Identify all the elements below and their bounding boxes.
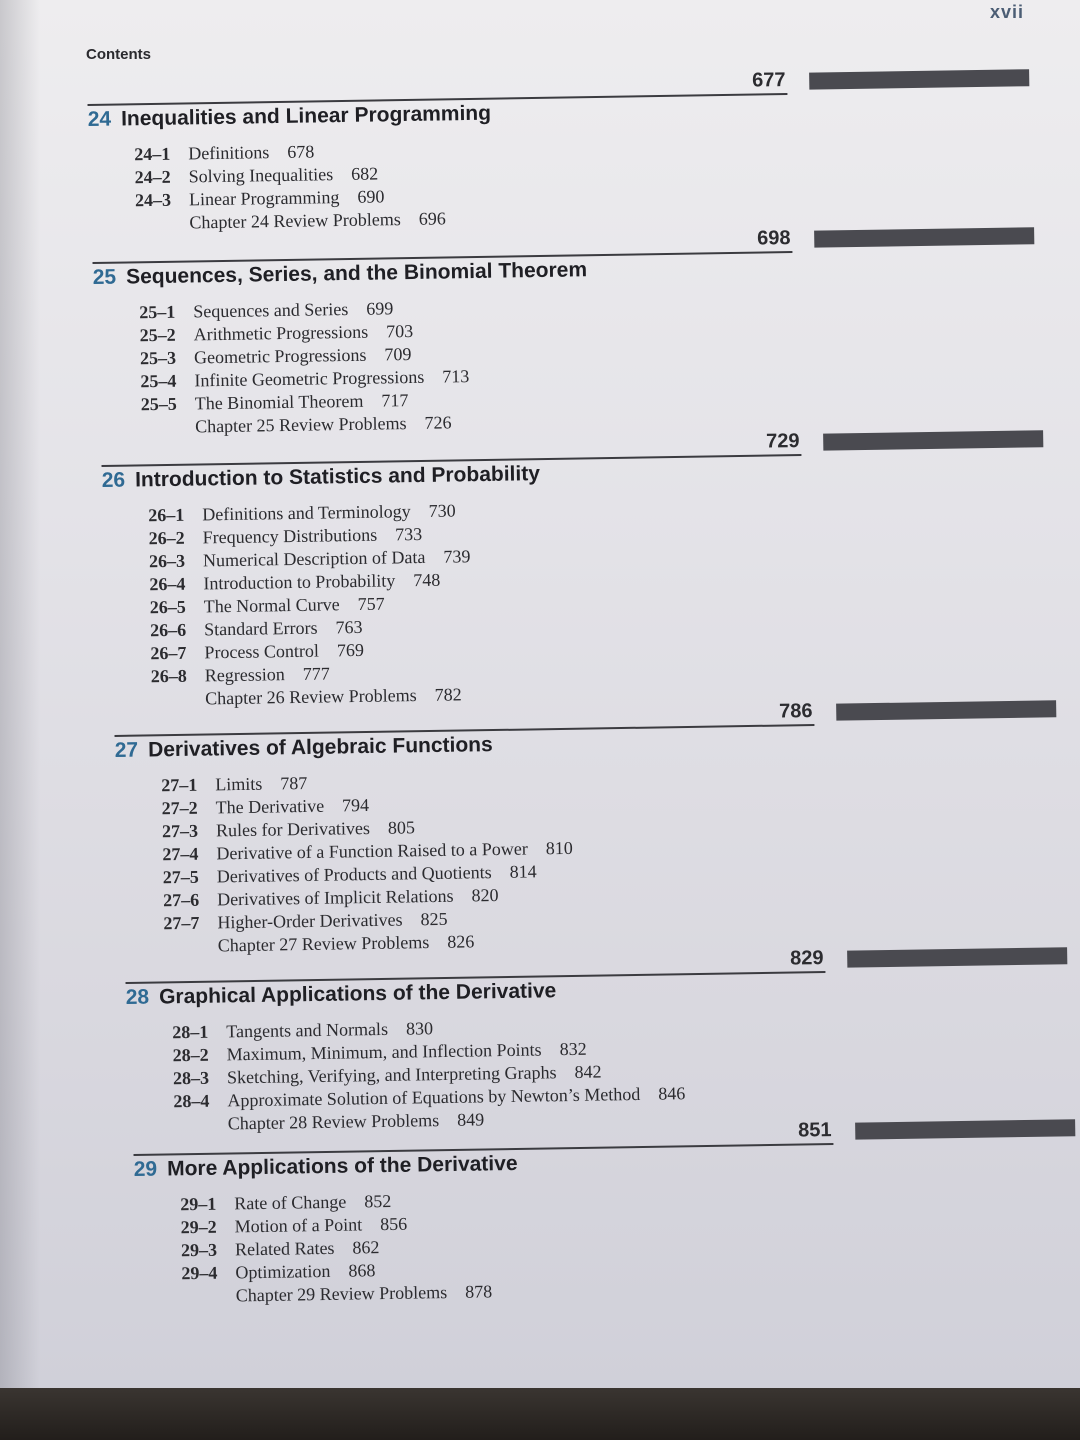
chapter-number: 28 [125,985,150,1009]
section-page: 690 [357,186,385,207]
section-page: 842 [574,1061,602,1082]
section-number: 28–2 [172,1044,209,1066]
chapter-title-text: Sequences, Series, and the Binomial Theorem [125,258,588,289]
section-page: 810 [545,837,573,859]
section-page: 825 [420,908,448,930]
chapter-24 [87,57,1047,233]
section-number: 27–1 [161,774,198,796]
section-page: 862 [352,1237,380,1258]
review-page: 826 [447,931,475,952]
section-number: 29–2 [180,1216,217,1238]
section-page: 769 [336,639,365,661]
section-number: 27–2 [161,797,198,819]
section-number: 26–8 [150,665,187,687]
chapter-title-text: More Applications of the Derivative [166,1151,518,1181]
section-number: 24–2 [134,166,171,188]
running-head: Contents [86,46,151,63]
section-page: 787 [280,772,308,794]
section-number: 25–5 [140,393,177,415]
section-page: 814 [509,861,537,882]
chapter-tab-bar [814,227,1034,247]
section-page: 733 [394,523,423,545]
section-title: Maximum, Minimum, and Inflection Points [226,1039,542,1065]
section-title: Sequences and Series [193,298,349,322]
review-page: 849 [457,1109,485,1130]
section-page: 757 [357,593,385,614]
section-title: Sketching, Verifying, and Interpreting Graphs [226,1062,557,1088]
chapter-title-text: Inequalities and Linear Programming [120,101,492,131]
review-title: Chapter 24 Review Problems [189,209,401,233]
chapter-page-number: 786 [779,700,813,723]
section-title: Frequency Distributions [202,524,378,548]
chapter-title-text: Derivatives of Algebraic Functions [147,733,493,762]
section-number: 26–7 [150,642,187,664]
section-list [134,138,446,235]
section-title: Process Control [204,640,320,663]
section-page: 717 [381,390,409,411]
chapter-page-number: 698 [757,227,791,250]
section-number: 27–6 [162,889,200,911]
chapter-tab-bar [823,430,1043,450]
section-number: 26–5 [149,596,186,618]
review-title: Chapter 28 Review Problems [227,1110,440,1134]
section-page: 678 [287,141,315,162]
chapter-number: 27 [114,738,139,762]
review-title: Chapter 25 Review Problems [194,413,407,437]
section-number: 27–7 [163,912,200,934]
chapter-title [93,258,588,290]
section-page: 739 [443,546,471,567]
review-page: 782 [434,684,462,705]
section-number: 29–4 [181,1262,218,1284]
section-title: Related Rates [234,1237,335,1260]
section-page: 763 [335,616,363,638]
review-title: Chapter 27 Review Problems [217,932,430,956]
chapter-title [102,462,541,493]
chapter-tab-bar [836,700,1056,720]
section-number: 25–2 [139,324,176,346]
section-page: 846 [658,1083,686,1104]
section-number: 26–6 [149,619,187,641]
section-title: Derivative of a Function Raised to a Power [216,838,528,864]
chapter-page-number: 677 [752,69,786,92]
section-page: 832 [559,1038,587,1060]
chapter-title [134,1152,518,1182]
section-title: Definitions [188,142,270,164]
section-title: The Derivative [215,795,325,818]
section-title: Geometric Progressions [193,344,367,368]
section-title: Definitions and Terminology [202,501,411,525]
table-edge [0,1388,1080,1440]
chapter-page-number: 729 [766,430,800,453]
page-shadow [0,0,40,1440]
chapter-page-number: 829 [790,947,824,970]
section-page: 709 [384,343,412,365]
section-number: 24–3 [134,189,172,211]
section-number: 25–3 [139,347,177,369]
chapter-title-text: Graphical Applications of the Derivative [158,979,557,1009]
section-title: Rate of Change [234,1191,347,1214]
section-list [161,768,574,958]
chapter-number: 24 [87,107,112,131]
section-number: 25–1 [139,301,176,323]
section-title: Regression [204,664,285,686]
section-page: 852 [364,1190,392,1212]
section-number: 28–1 [172,1021,209,1043]
chapter-title [126,979,557,1010]
section-list [172,1013,686,1136]
section-page: 830 [405,1018,434,1039]
section-page: 805 [387,817,416,838]
section-page: 856 [379,1213,408,1235]
section-page: 730 [428,500,456,521]
section-number: 27–3 [161,820,199,842]
chapter-title [88,102,492,132]
section-number: 27–4 [162,843,199,865]
chapter-tab-bar [855,1119,1075,1139]
section-number: 29–1 [180,1193,217,1215]
section-page: 777 [302,663,330,684]
section-number: 28–4 [173,1090,210,1112]
chapter-tab-bar [809,69,1029,89]
chapter-tab-bar [847,947,1067,967]
section-title: Linear Programming [188,187,340,210]
chapter-number: 25 [92,265,117,289]
review-problems-entry [182,1280,493,1308]
section-title: Solving Inequalities [188,164,334,187]
section-title: Introduction to Probability [203,570,396,594]
section-number: 27–5 [162,866,199,888]
chapter-number: 29 [133,1157,158,1181]
section-title: Tangents and Normals [226,1018,389,1042]
section-title: Numerical Description of Data [202,546,426,571]
chapter-title [115,733,493,763]
section-number: 26–3 [148,550,186,572]
section-number: 26–2 [148,527,185,549]
section-page: 713 [442,366,470,387]
section-number: 26–1 [148,504,185,526]
section-number: 29–3 [180,1239,218,1261]
section-title: Optimization [235,1260,331,1283]
section-page: 868 [348,1260,376,1281]
section-list [148,499,473,711]
section-title: Infinite Geometric Progressions [194,366,425,391]
section-title: Motion of a Point [234,1214,363,1237]
section-title: Rules for Derivatives [215,817,371,841]
section-page: 699 [366,298,394,319]
section-title: The Normal Curve [203,594,340,617]
section-title: The Binomial Theorem [194,390,364,414]
section-title: Higher-Order Derivatives [217,909,403,933]
page-number: xvii [989,2,1024,22]
chapter-number: 26 [101,468,126,492]
section-number: 25–4 [140,370,177,392]
review-title: Chapter 29 Review Problems [235,1282,448,1306]
review-problems-entry [135,207,446,235]
chapter-page-number: 851 [798,1119,832,1142]
review-title: Chapter 26 Review Problems [205,685,417,709]
section-number: 28–3 [172,1067,210,1089]
review-page: 696 [418,208,446,229]
section-page: 794 [341,795,370,816]
section-page: 748 [413,569,441,591]
chapter-title-text: Introduction to Statistics and Probability [134,462,541,492]
section-list [180,1188,492,1308]
review-page: 878 [465,1281,493,1302]
section-title: Arithmetic Progressions [193,321,369,345]
section-title: Approximate Solution of Equations by Newton’s Method [227,1083,641,1111]
section-page: 703 [385,320,414,342]
section-list [139,296,470,439]
section-page: 820 [471,884,499,906]
section-title: Derivatives of Products and Quotients [216,862,492,887]
section-number: 24–1 [134,143,171,165]
section-title: Standard Errors [203,617,318,640]
section-number: 26–4 [149,573,186,595]
section-title: Derivatives of Implicit Relations [216,885,454,910]
section-title: Limits [215,773,263,795]
review-page: 726 [424,412,452,433]
section-page: 682 [350,163,379,184]
